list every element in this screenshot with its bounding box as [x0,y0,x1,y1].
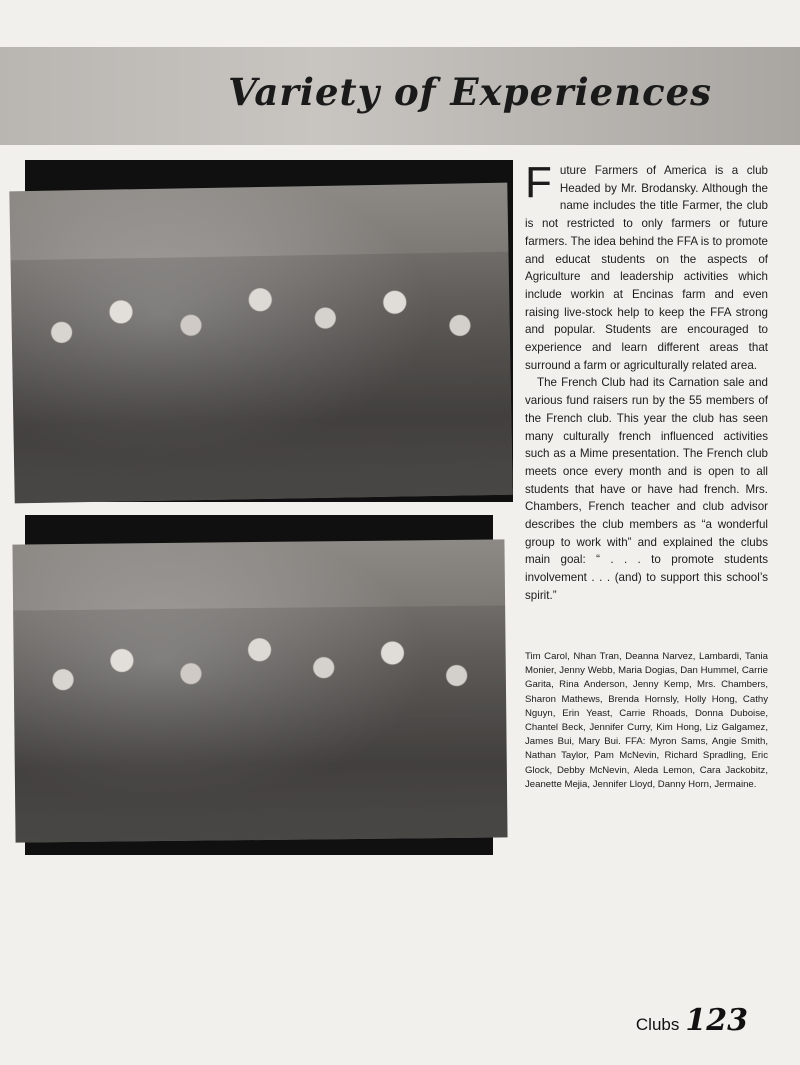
paragraph-french-club: The French Club had its Carnation sale and various fund raisers run by the 55 members of the French club. This year the club has seen many culturally french influenced activities such as a Mime presentation. The French club meets once every month and is open to all students that have or have had french. Mrs. Chambers, French teacher and club advisor describes the club members as “a wonderful group to work with” and explained the clubs main goal: “ . . . to promote students involvement . . . (and) to support this school’s spirit.” [525,376,768,602]
section-label: Clubs [635,1015,680,1034]
folio [636,1003,748,1038]
photo-crowd [11,251,513,503]
paragraph-ffa [525,158,768,374]
page-title: Variety of Experiences [228,70,712,114]
french-club-photo [12,539,507,842]
photo-crowd [13,605,507,843]
dropcap: F [525,158,552,207]
paragraph-ffa-text: uture Farmers of America is a club Headed by Mr. Brodansky. Although the name includes the title Farmer, the club is not restricted to only farmers or future farmers. The idea behind the FFA is to promote and educat students on the aspects of Agriculture and leadership activities which include workin at Encinas farm and even raising live-stock help to keep the FFA strong and popular. Students are encouraged to experience and learn different areas that surround a farm or agriculturally related area. [525,164,768,372]
article-body [525,158,768,605]
ffa-group-photo [9,183,512,504]
caption-names: Tim Carol, Nhan Tran, Deanna Narvez, Lambardi, Tania Monier, Jenny Webb, Maria Dogias, Dan Hummel, Carrie Garita, Rina Anderson, Jenny Kemp, Mrs. Chambers, Sharon Mathews, Brenda Hornsly, Holly Hong, Cathy Nguyn, Erin Yeast, Carrie Rhoads, Donna Duboise, Chantel Beck, Jennifer Curry, Kim Hong, Liz Galgamez, James Bui, Mary Bui. FFA: Myron Sams, Angie Smith, Nathan Taylor, Pam McNevin, Richard Spradling, Eric Glock, Debby McNevin, Aleda Lemon, Cara Jackobitz, Jeanette Mejia, Jennifer Lloyd, Danny Horn, Jermaine. [525,651,768,790]
page-number: 123 [685,1003,748,1038]
